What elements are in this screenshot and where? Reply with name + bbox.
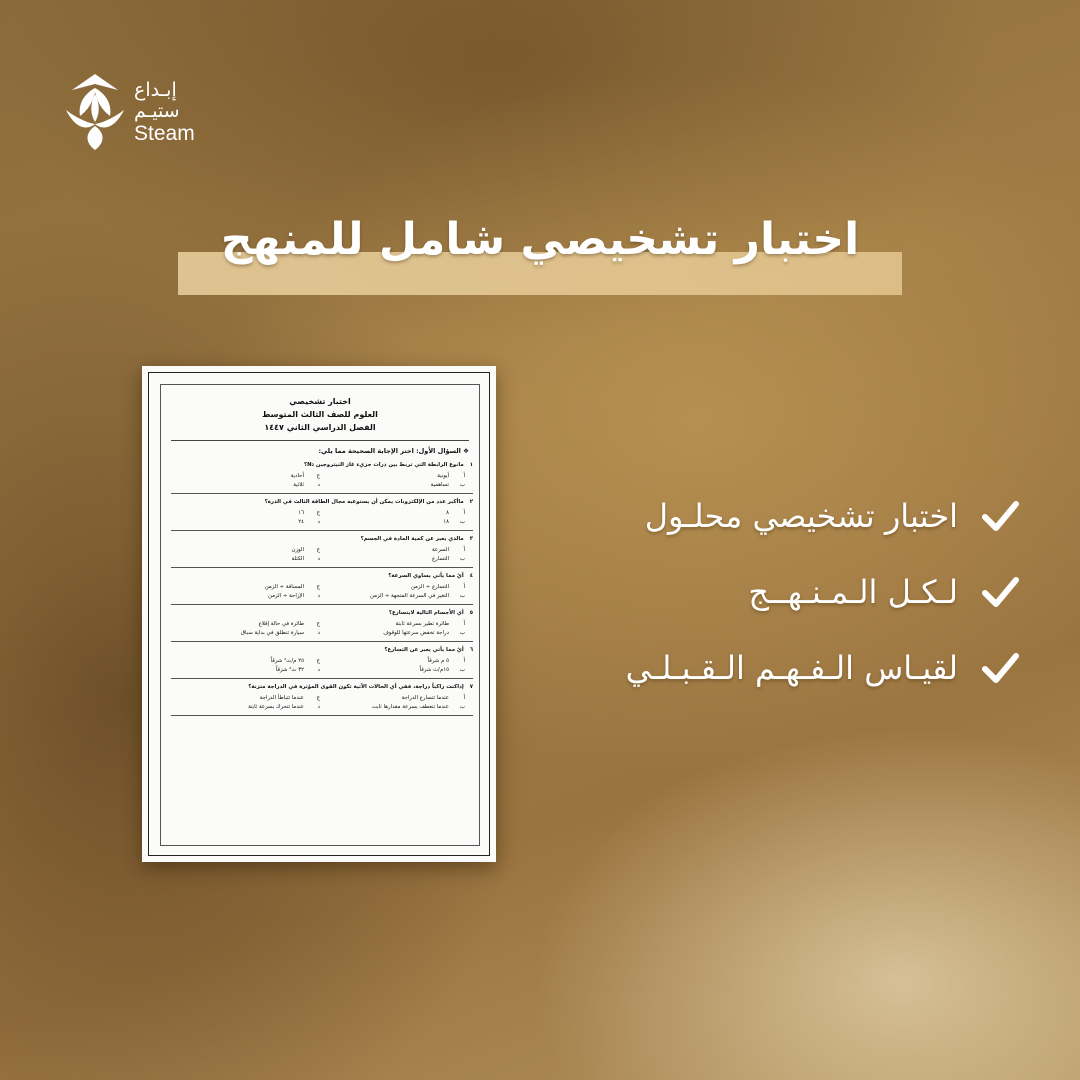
option-text: الوزن [291,547,304,553]
question-stem [171,682,473,690]
question-stem [171,497,473,505]
checklist-item-text: لقيـاس الـفـهـم الـقـبـلـي [625,649,958,687]
option-letter: أ [463,695,465,701]
answer-option [320,482,465,488]
option-letter: ب [459,667,465,673]
brand-logo [62,70,195,154]
section-instruction: ❖ السؤال الأول: اختر الإجابة الصحيحة مما يلي: [318,447,469,455]
question-text: إذاكنت راكباً دراجة، ففي أي الحالات الآتية تكون القوى المؤثرة في الدراجة متزنة؟ [248,684,464,690]
option-letter: أ [463,658,465,664]
question-number: ٦ [469,647,473,653]
question-item [171,534,473,568]
option-text: سيارة تنطلق في بداية سباق [240,630,304,636]
option-letter: ج [316,473,320,479]
option-text: ١٨ [443,519,449,525]
option-letter: ج [316,510,320,516]
option-letter: أ [463,621,465,627]
answer-option [175,593,320,599]
answer-option [175,621,320,627]
question-text: ماأكبر عدد من الإلكترونات يمكن أن يستوعبه مجال الطاقة الثالث في الذرة؟ [264,499,464,505]
option-text: أحادية [290,473,304,479]
question-number: ٧ [469,684,473,690]
question-item [171,645,473,679]
answer-option [175,584,320,590]
question-number: ١ [469,462,473,468]
option-text: ٢٤ [298,519,304,525]
question-stem [171,460,473,468]
question-item [171,460,473,494]
option-letter: أ [463,510,465,516]
option-text: التسارع [431,556,449,562]
answer-option [320,658,465,664]
option-letter: د [317,704,320,710]
answer-options [171,505,473,528]
answer-option [175,473,320,479]
option-text: ٣٢ ث² شرقاً [275,667,304,673]
question-separator [171,678,473,679]
question-separator [171,715,473,716]
answer-option [320,593,465,599]
document-heading-line: العلوم للصف الثالث المتوسط [262,410,378,419]
answer-option [320,704,465,710]
option-text: ٨ [446,510,449,516]
document-heading-line: اختبار تشخيصي [289,397,351,406]
answer-option [320,667,465,673]
answer-option [175,519,320,525]
option-text: طائرة في حالة إقلاع [258,621,304,627]
answer-options [171,579,473,602]
option-text: تساهمية [430,482,449,488]
question-item [171,682,473,716]
answer-option [175,556,320,562]
answer-option [320,695,465,701]
question-separator [171,530,473,531]
document-heading-line: الفصل الدراسي الثاني ١٤٤٧ [264,423,376,432]
divider [171,440,469,441]
option-text: عندما تتحرك بسرعة ثابتة [248,704,304,710]
question-number: ٤ [469,573,473,579]
option-letter: ج [316,584,320,590]
checklist-item [540,554,1020,630]
option-text: عندما تنعطف بسرعة مقدارها ثابت [371,704,449,710]
page-title: اختبار تشخيصي شامل للمنهج [220,214,860,265]
question-text: أيٌ مما يأتي يساوي السرعة؟ [388,573,464,579]
question-item [171,571,473,605]
answer-option [320,584,465,590]
question-separator [171,604,473,605]
option-letter: د [317,593,320,599]
checkmark-icon [980,648,1020,688]
answer-option [175,630,320,636]
logo-english: Steam [134,121,195,145]
answer-option [320,556,465,562]
answer-option [320,621,465,627]
question-number: ٣ [469,536,473,542]
answer-option [175,704,320,710]
checklist-item-text: اختبار تشخيصي محلـول [644,497,958,535]
answer-option [320,510,465,516]
answer-option [175,482,320,488]
option-letter: ج [316,658,320,664]
document-inner-border [160,384,480,846]
checklist-item-text: لـكـل الـمـنـهــج [748,573,958,611]
option-letter: ج [316,695,320,701]
question-item [171,497,473,531]
question-separator [171,493,473,494]
checkmark-icon [980,496,1020,536]
checkmark-icon [980,572,1020,612]
option-text: الإزاحة ÷ الزمن [268,593,304,599]
lotus-leaf-icon [62,70,128,154]
option-letter: ج [316,547,320,553]
answer-option [320,473,465,479]
logo-arabic-line2: ستيـم [134,99,180,122]
answer-options [171,616,473,639]
answer-options [171,468,473,491]
option-text: ١٦ [298,510,304,516]
option-text: ثلاثية [293,482,304,488]
question-list [161,460,479,716]
option-text: المسافة ÷ الزمن [264,584,304,590]
option-letter: ب [459,593,465,599]
feature-checklist [540,478,1020,706]
option-letter: ب [459,556,465,562]
document-heading [161,395,479,434]
answer-option [175,547,320,553]
question-stem [171,571,473,579]
answer-option [175,667,320,673]
option-letter: د [317,556,320,562]
option-text: ١٥م/ث شرقاً [419,667,449,673]
checklist-item [540,478,1020,554]
answer-option [175,658,320,664]
question-separator [171,641,473,642]
option-letter: د [317,519,320,525]
exam-document-preview [142,366,496,862]
question-separator [171,567,473,568]
option-letter: ب [459,704,465,710]
question-number: ٢ [469,499,473,505]
option-text: عندما تتسارع الدراجة [401,695,449,701]
question-stem [171,608,473,616]
question-item [171,608,473,642]
checklist-item [540,630,1020,706]
question-text: مانوع الرابطة التي تربط بين ذرات جزيء غاز النيتروجين N₂؟ [303,462,464,468]
option-text: التسارع ÷ الزمن [410,584,449,590]
option-letter: أ [463,584,465,590]
question-text: أيٌ مما يأتي يعبر عن التسارع؟ [384,647,464,653]
option-text: أيونية [437,473,449,479]
option-letter: ج [316,621,320,627]
option-text: التغير في السرعة المتجهة ÷ الزمن [370,593,449,599]
option-text: الكتلة [291,556,304,562]
answer-options [171,542,473,565]
option-letter: أ [463,473,465,479]
option-letter: د [317,482,320,488]
answer-options [171,690,473,713]
option-letter: ب [459,630,465,636]
answer-option [320,547,465,553]
answer-option [175,695,320,701]
question-number: ٥ [469,610,473,616]
answer-options [171,653,473,676]
option-text: السرعة [431,547,449,553]
option-letter: د [317,630,320,636]
option-letter: ب [459,519,465,525]
option-letter: د [317,667,320,673]
option-letter: أ [463,547,465,553]
question-stem [171,645,473,653]
answer-option [320,630,465,636]
question-text: أي الأجسام التالية لايتسارع؟ [388,610,464,616]
answer-option [320,519,465,525]
answer-option [175,510,320,516]
option-text: ٥ م شرقاً [427,658,449,664]
option-letter: ب [459,482,465,488]
option-text: عندما تتباطأ الدراجة [259,695,304,701]
option-text: دراجة تخفض سرعتها للوقوف [383,630,449,636]
option-text: ٢٥ م/ث² شرقاً [270,658,304,664]
question-text: مالذي يعبر عن كمية المادة في الجسم؟ [360,536,464,542]
question-stem [171,534,473,542]
option-text: طائرة تطير بسرعة ثابتة [395,621,449,627]
logo-arabic-line1: إبـداع [134,78,177,101]
